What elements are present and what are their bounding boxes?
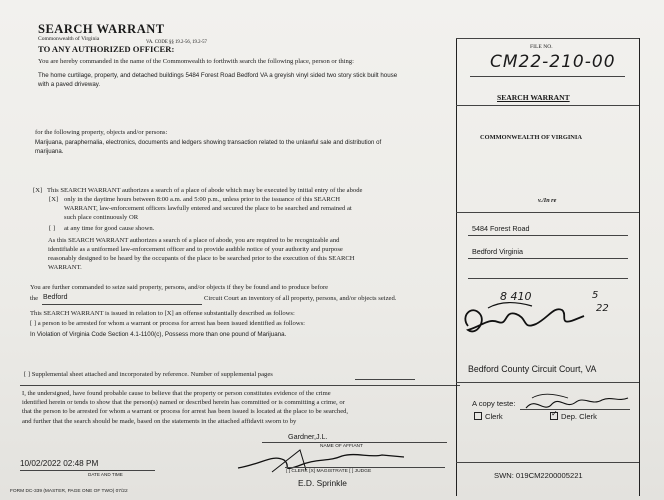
sidebar-border-left <box>456 38 457 496</box>
anytime-checkbox-blank: [ ] <box>49 225 56 232</box>
sidebar-address-2: Bedford Virginia <box>472 247 524 256</box>
dep-clerk-checkbox-checked: ✓ <box>551 409 558 418</box>
abode-p2-line-3: reasonably designed to be heard by the occupants of the place to be searched prior to the execution of this SEARCH <box>48 255 355 262</box>
court-name: Bedford <box>43 294 68 301</box>
date-time-underline <box>20 470 155 471</box>
finding-line-3: that the person to be arrested for whom a warrant or process for arrest has been issued is located at the place to be searched, <box>22 408 349 415</box>
file-no-label: FILE NO. <box>530 44 553 50</box>
seize-line-2: Circuit Court an inventory of all property, persons, and/or objects seized. <box>204 295 397 302</box>
address-2-underline <box>468 258 628 259</box>
anytime-line: at any time for good cause shown. <box>64 225 155 232</box>
commonwealth-subtitle: Commonwealth of Virginia <box>38 36 100 42</box>
offense-description: In Violation of Virginia Code Section 4.1-1100(c), Possess more than one pound of Marijuana. <box>30 331 287 338</box>
issued-line-2: [ ] a person to be arrested for whom a warrant or process for arrest has been issued identified as follows: <box>30 320 306 327</box>
daytime-checkbox-x: [X] <box>49 196 59 203</box>
court-name-underline <box>42 304 202 305</box>
daytime-line-1: only in the daytime hours between 8:00 a.m. and 5:00 p.m., unless prior to the issuance of this SEARCH <box>64 196 340 203</box>
clerk-label: Clerk <box>485 412 503 421</box>
abode-line-1: This SEARCH WARRANT authorizes a search of a place of abode which may be executed by initial entry of the abode <box>47 187 363 194</box>
signer-name: E.D. Sprinkle <box>298 478 347 488</box>
sidebar-commonwealth: COMMONWEALTH OF VIRGINIA <box>480 134 583 141</box>
form-id: FORM DC-339 (MASTER, PAGE ONE OF TWO) 07/22 <box>10 489 128 494</box>
signature-underline <box>285 467 445 468</box>
supplemental-line: [ ] Supplemental sheet attached and incorporated by reference. Number of supplemental pages <box>24 371 273 378</box>
affiant-label: NAME OF AFFIANT <box>320 444 363 449</box>
issued-line-1: This SEARCH WARRANT is issued in relation to [X] an offense substantially described as follows: <box>30 310 295 317</box>
swn-number: SWN: 019CM2200005221 <box>494 471 583 480</box>
sidebar-address-1: 5484 Forest Road <box>472 224 530 233</box>
finding-line-2: identified herein or tends to show that the person(s) named or described herein has committed or is committing a crime, or <box>22 399 345 406</box>
section-divider <box>20 385 460 386</box>
finding-line-1: I, the undersigned, have found probable cause to believe that the property or person constitutes evidence of the crime <box>22 390 331 397</box>
circuit-court-name: Bedford County Circuit Court, VA <box>468 364 597 374</box>
clerk-checkbox <box>474 412 482 420</box>
place-line-2: with a paved driveway. <box>38 81 101 88</box>
stamp-number-1: 8 410 <box>500 290 532 303</box>
abode-p2-line-2: identifiable as a uniformed law-enforcement officer and to provide audible notice of your authority and purpose <box>48 246 343 253</box>
abode-p2-line-4: WARRANT. <box>48 264 82 271</box>
affiant-name: Gardner,J.L. <box>288 432 328 441</box>
property-line-2: marijuana. <box>35 148 64 155</box>
place-line-1: The home curtilage, property, and detached buildings 5484 Forest Road Bedford VA a greyish vinyl sided two story stick built house <box>38 72 398 79</box>
property-intro: for the following property, objects and/or persons: <box>35 129 168 136</box>
dep-clerk-label: Dep. Clerk <box>561 412 597 421</box>
in-re-label: v./In re <box>538 197 557 204</box>
date-time-label: DATE AND TIME <box>88 472 123 477</box>
sidebar-rule-1 <box>456 105 639 106</box>
signer-roles: [ ] CLERK [X] MAGISTRATE [ ] JUDGE <box>286 469 372 474</box>
address-1-underline <box>468 235 628 236</box>
stamp-number-3: 22 <box>596 303 609 314</box>
copy-teste-underline <box>520 409 630 410</box>
sidebar-rule-2 <box>456 212 639 213</box>
seize-the: the <box>30 295 39 302</box>
dep-clerk-checkbox-row <box>550 409 597 421</box>
abode-p2-line-1: As this SEARCH WARRANT authorizes a search of a place of abode, you are required to be recognizable and <box>48 237 340 244</box>
seize-line-1: You are further commanded to seize said property, persons, and/or objects if they be found and to produce before <box>30 284 329 291</box>
command-text: You are hereby commanded in the name of the Commonwealth to forthwith search the following place, person or thing: <box>38 58 354 65</box>
sidebar-rule-5 <box>456 462 639 463</box>
to-officer-heading: TO ANY AUTHORIZED OFFICER: <box>38 44 175 54</box>
sidebar-border-right <box>639 38 640 496</box>
finding-line-4: and further that the search should be made, based on the statements in the attached affidavit sworn to by <box>22 418 297 425</box>
property-line-1: Marijuana, paraphernalia, electronics, documents and ledgers showing transaction related to the unlawful sale and distribution of <box>35 139 382 146</box>
clerk-checkbox-row <box>474 412 503 421</box>
copy-teste-label: A copy teste: <box>472 399 516 408</box>
daytime-line-3: such place continuously OR <box>64 214 139 221</box>
date-time-value: 10/02/2022 02:48 PM <box>20 459 99 468</box>
va-code-citation: VA. CODE §§ 19.2-56, 19.2-57 <box>146 40 207 45</box>
abode-checkbox-x: [X] <box>33 187 43 194</box>
document-title: SEARCH WARRANT <box>38 22 165 36</box>
affiant-underline <box>262 442 447 443</box>
sidebar-border-top <box>456 38 639 39</box>
file-no-underline <box>470 76 625 77</box>
file-no-value: CM22-210-00 <box>490 52 616 72</box>
stamp-number-2: 5 <box>592 290 599 301</box>
daytime-line-2: WARRANT, law-enforcement officers lawfully entered and secured the place to be searched and remained at <box>64 205 352 212</box>
supplemental-pages-blank <box>355 379 415 380</box>
sidebar-rule-4 <box>456 382 639 383</box>
sidebar-title: SEARCH WARRANT <box>497 93 570 102</box>
sidebar-rule-3 <box>468 278 628 279</box>
clerk-stamp-signature <box>458 296 588 342</box>
